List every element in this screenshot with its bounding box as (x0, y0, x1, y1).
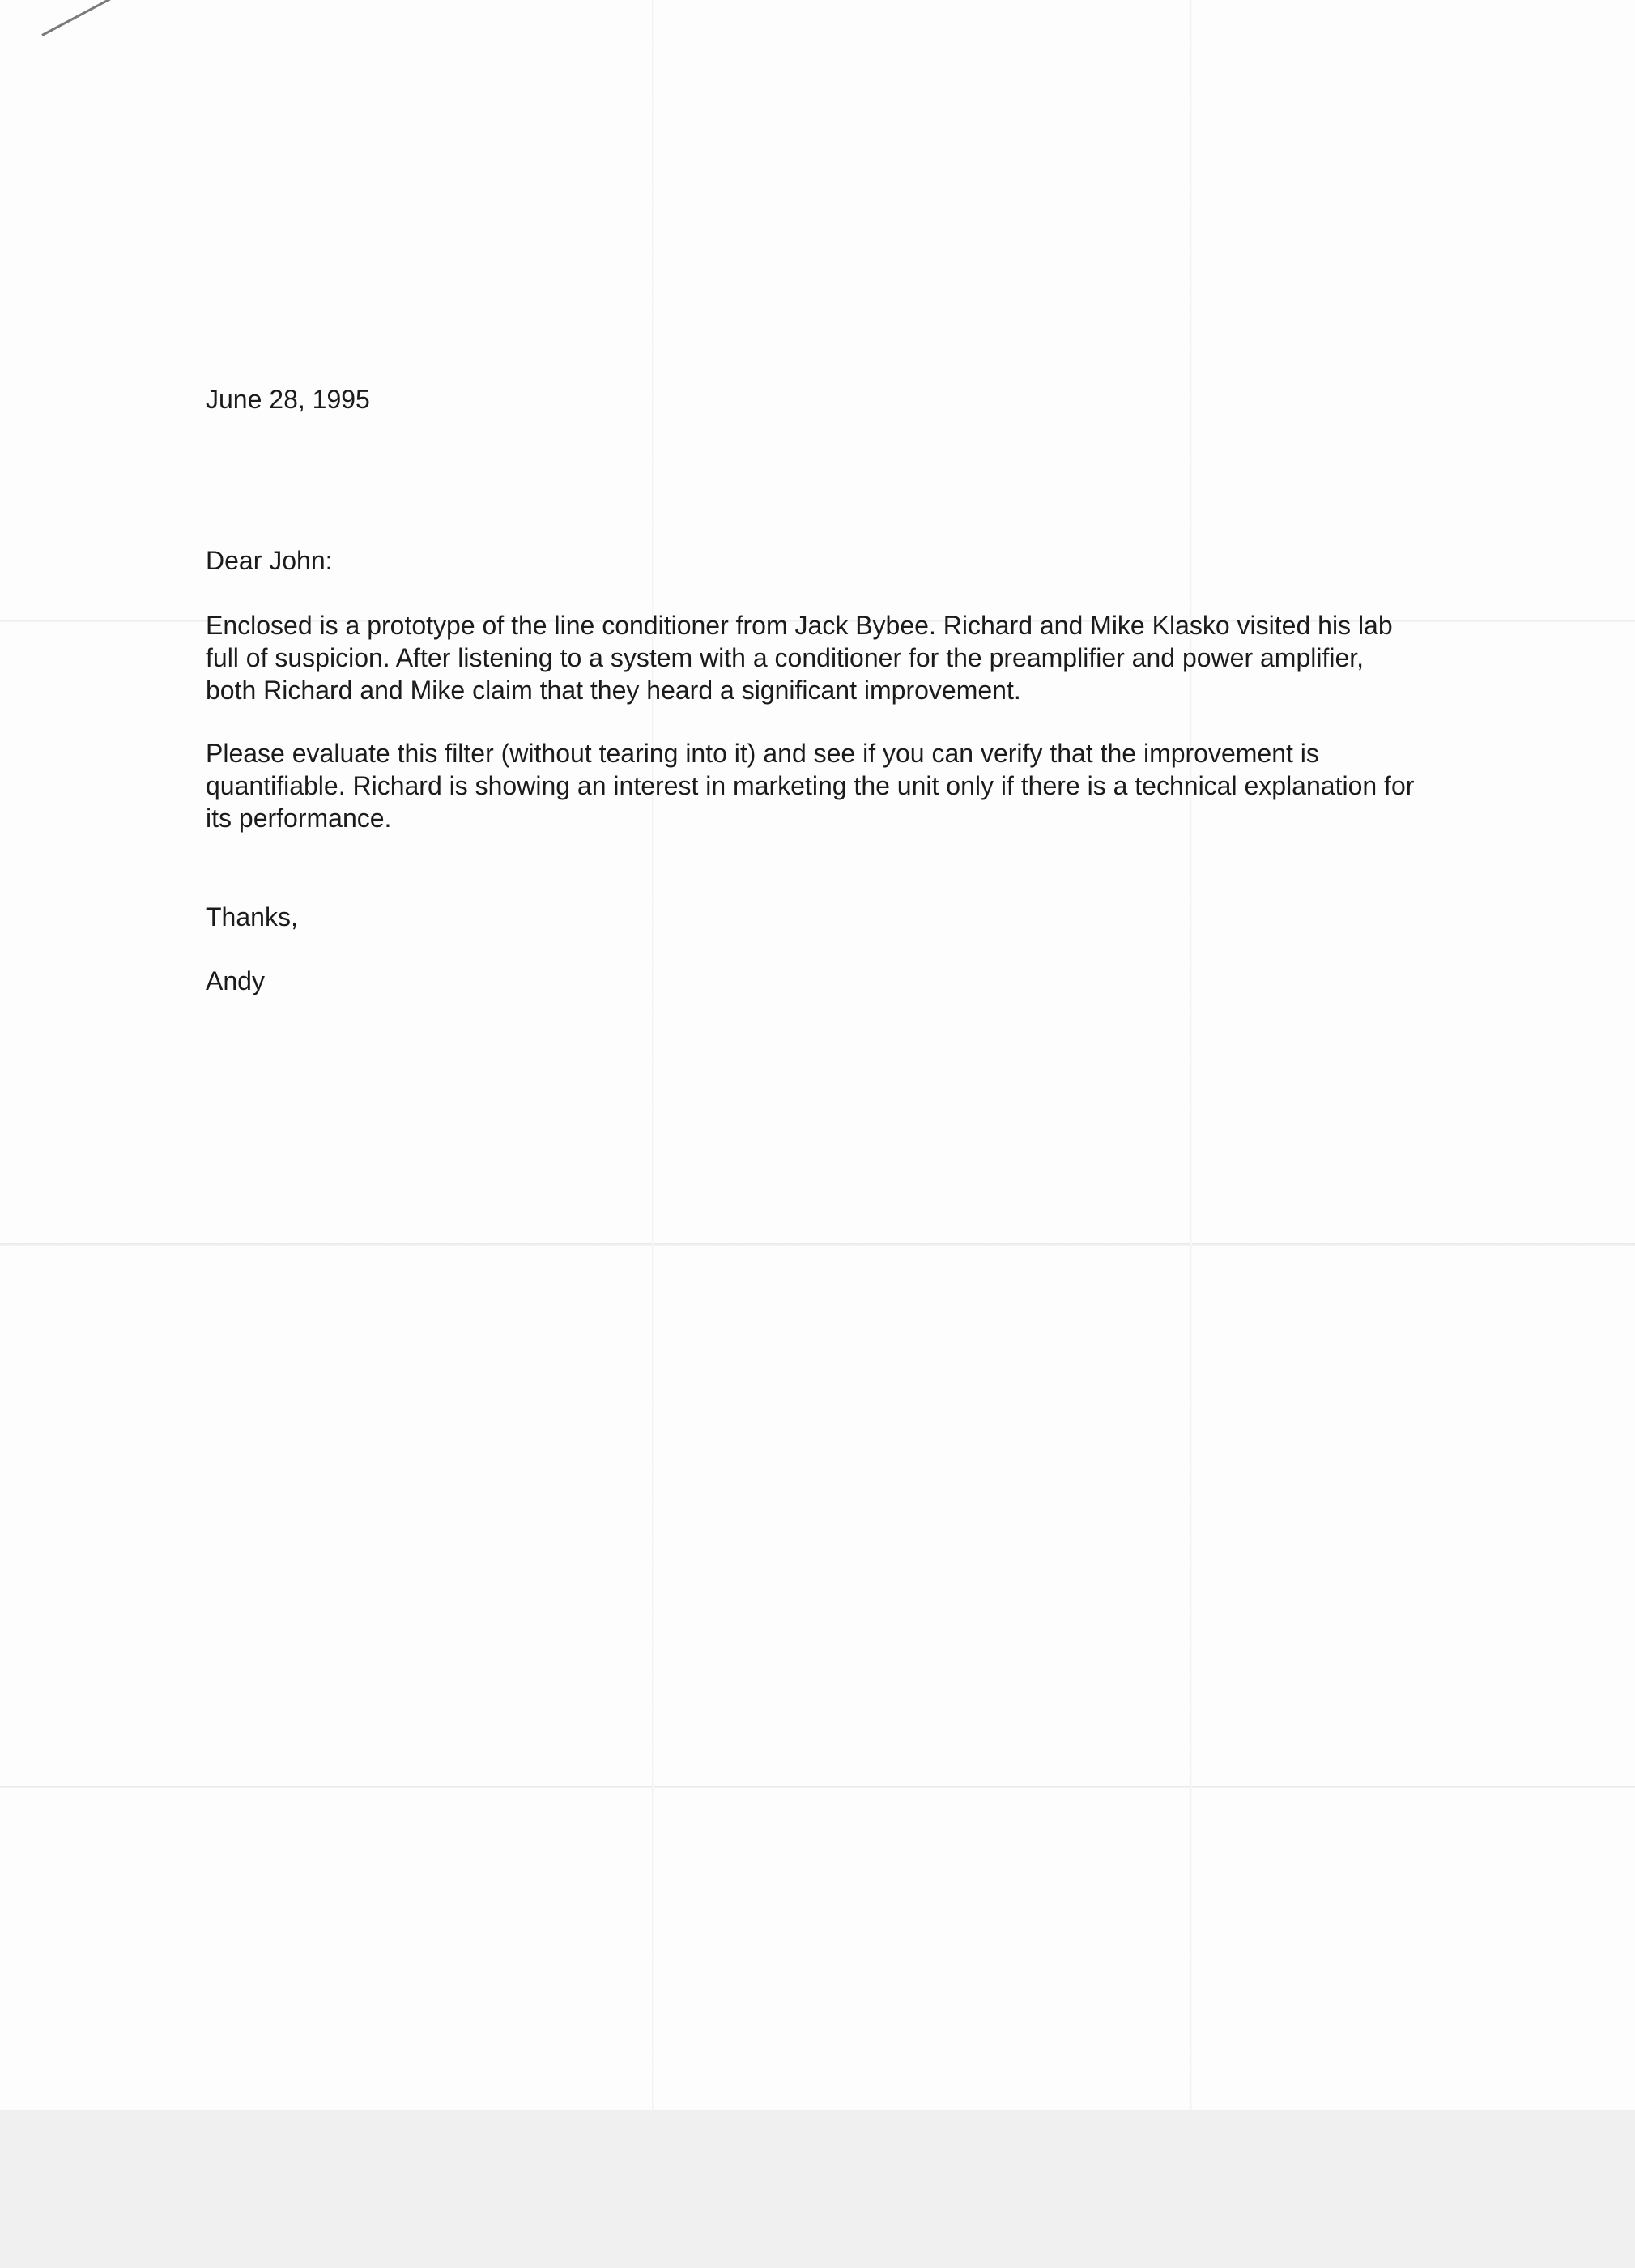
letter-date: June 28, 1995 (206, 385, 370, 414)
body-paragraph-1 (206, 609, 1469, 706)
letter-signature: Andy (206, 966, 265, 995)
fold-crease (0, 1786, 1635, 1788)
letter-salutation: Dear John: (206, 546, 333, 575)
paragraph-line: its performance. (206, 804, 392, 833)
staple-mark (41, 0, 128, 36)
body-paragraph-2 (206, 737, 1469, 834)
paragraph-line: quantifiable. Richard is showing an interest in marketing the unit only if there is a technical explanation for (206, 771, 1415, 800)
letter-closing: Thanks, (206, 902, 298, 932)
fold-crease (0, 1243, 1635, 1246)
paragraph-line: full of suspicion. After listening to a system with a conditioner for the preamplifier and power amplifier, (206, 643, 1365, 672)
paragraph-line: both Richard and Mike claim that they heard a significant improvement. (206, 676, 1021, 705)
fold-crease (1190, 0, 1192, 2110)
fold-crease (652, 0, 654, 2110)
paragraph-line: Enclosed is a prototype of the line conditioner from Jack Bybee. Richard and Mike Klasko visited his lab (206, 611, 1393, 640)
paragraph-line: Please evaluate this filter (without tearing into it) and see if you can verify that the improvement is (206, 739, 1319, 768)
scan-background (0, 2110, 1635, 2268)
